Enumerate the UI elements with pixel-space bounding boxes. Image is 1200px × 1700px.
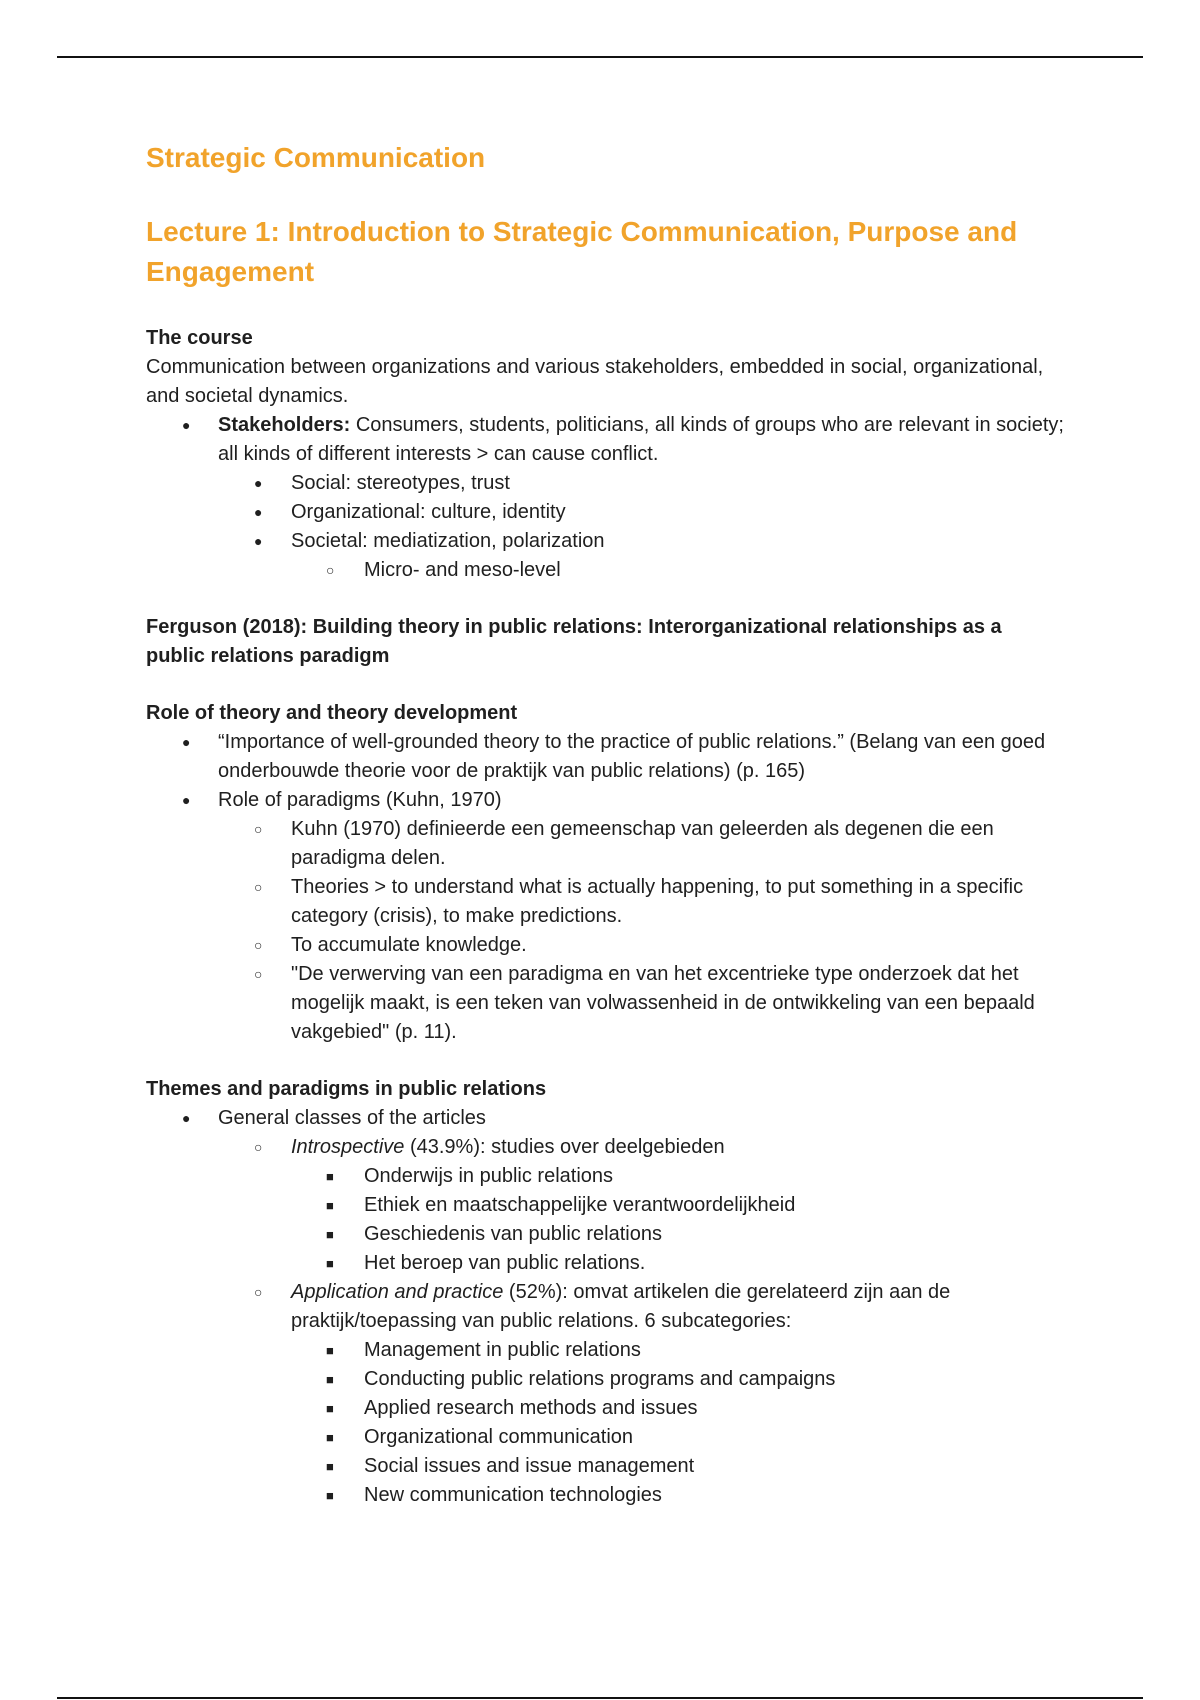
application-label: Application and practice (291, 1281, 504, 1303)
introspective-label: Introspective (291, 1136, 405, 1158)
list-item-text: General classes of the articles (218, 1107, 486, 1129)
bullet-disc-icon (182, 1104, 190, 1133)
list-item-text: Management in public relations (364, 1339, 641, 1361)
list-item-text: Applied research methods and issues (364, 1397, 698, 1419)
role-theory-heading: Role of theory and theory development (146, 702, 518, 724)
themes-list (146, 1104, 1066, 1510)
list-item-text: New communication technologies (364, 1484, 662, 1506)
course-list (146, 411, 1066, 585)
bullet-circle-icon (254, 815, 262, 844)
list-item (146, 1104, 1066, 1133)
course-intro: Communication between organizations and various stakeholders, embedded in social, organizational, and societal dynamics. (146, 356, 1044, 407)
document-title: Strategic Communication (146, 142, 486, 173)
list-item (146, 815, 1066, 873)
list-item (146, 1336, 1066, 1365)
list-item-text: Onderwijs in public relations (364, 1165, 614, 1187)
list-item (146, 1481, 1066, 1510)
list-item-text: Societal: mediatization, polarization (291, 530, 605, 552)
lecture-title: Lecture 1: Introduction to Strategic Communication, Purpose and Engagement (146, 216, 1018, 287)
list-item (146, 1162, 1066, 1191)
list-item (146, 728, 1066, 786)
bottom-rule (57, 1697, 1143, 1699)
bullet-square-icon (326, 1452, 334, 1481)
bullet-square-icon (326, 1394, 334, 1423)
list-item (146, 960, 1066, 1047)
bullet-square-icon (326, 1162, 334, 1191)
list-item-text: Conducting public relations programs and campaigns (364, 1368, 836, 1390)
role-theory-list (146, 728, 1066, 1047)
bullet-square-icon (326, 1220, 334, 1249)
list-item-text: To accumulate knowledge. (291, 934, 527, 956)
list-item (146, 1220, 1066, 1249)
themes-heading: Themes and paradigms in public relations (146, 1078, 547, 1100)
bullet-circle-icon (254, 931, 262, 960)
bullet-square-icon (326, 1336, 334, 1365)
list-item (146, 1191, 1066, 1220)
list-item (146, 1365, 1066, 1394)
bullet-circle-icon (254, 873, 262, 902)
bullet-square-icon (326, 1365, 334, 1394)
list-item-text: Theories > to understand what is actually happening, to put something in a specific category (crisis), to make predictions. (291, 876, 1024, 927)
bullet-disc-icon (254, 527, 262, 556)
bullet-disc-icon (254, 498, 262, 527)
list-item-text: “Importance of well-grounded theory to the practice of public relations.” (Belang van een goed onderbouwde theorie voor de praktijk van public relations) (p. 165) (218, 731, 1046, 782)
list-item (146, 1133, 1066, 1162)
list-item (146, 1249, 1066, 1278)
list-item (146, 411, 1066, 469)
introspective-text: (43.9%): studies over deelgebieden (404, 1136, 725, 1158)
list-item (146, 873, 1066, 931)
list-item-text: Micro- and meso-level (364, 559, 561, 581)
bullet-circle-icon (326, 556, 334, 585)
bullet-disc-icon (182, 411, 190, 440)
bullet-disc-icon (182, 786, 190, 815)
list-item (146, 931, 1066, 960)
stakeholders-text: Consumers, students, politicians, all kinds of groups who are relevant in society; all kinds of different interests > can cause conflict. (218, 414, 1064, 465)
list-item-text: Ethiek en maatschappelijke verantwoordelijkheid (364, 1194, 796, 1216)
document-body (146, 140, 1066, 1510)
list-item-text: Role of paradigms (Kuhn, 1970) (218, 789, 502, 811)
list-item-text: "De verwerving van een paradigma en van het excentrieke type onderzoek dat het mogelijk maakt, is een teken van volwassenheid in de ontwikkeling van een bepaald vakgebied" (p. 11). (291, 963, 1035, 1043)
list-item-text: Organizational communication (364, 1426, 634, 1448)
bullet-square-icon (326, 1191, 334, 1220)
list-item-text: Social issues and issue management (364, 1455, 695, 1477)
top-rule (57, 56, 1143, 58)
course-heading: The course (146, 327, 253, 349)
stakeholders-label: Stakeholders: (218, 414, 351, 436)
list-item (146, 786, 1066, 815)
list-item (146, 1394, 1066, 1423)
bullet-square-icon (326, 1423, 334, 1452)
list-item (146, 1278, 1066, 1336)
list-item-text: Organizational: culture, identity (291, 501, 566, 523)
bullet-square-icon (326, 1249, 334, 1278)
list-item (146, 1423, 1066, 1452)
bullet-circle-icon (254, 1133, 262, 1162)
reference-heading: Ferguson (2018): Building theory in public relations: Interorganizational relationships as a public relations paradigm (146, 616, 1002, 667)
list-item-text: Geschiedenis van public relations (364, 1223, 662, 1245)
list-item (146, 527, 1066, 556)
bullet-square-icon (326, 1481, 334, 1510)
bullet-disc-icon (182, 728, 190, 757)
bullet-disc-icon (254, 469, 262, 498)
list-item (146, 498, 1066, 527)
list-item-text: Het beroep van public relations. (364, 1252, 646, 1274)
list-item-text: Social: stereotypes, trust (291, 472, 510, 494)
list-item (146, 469, 1066, 498)
list-item (146, 1452, 1066, 1481)
bullet-circle-icon (254, 960, 262, 989)
list-item (146, 556, 1066, 585)
list-item-text: Kuhn (1970) definieerde een gemeenschap van geleerden als degenen die een paradigma delen. (291, 818, 994, 869)
bullet-circle-icon (254, 1278, 262, 1307)
application-text: (52%): omvat artikelen die gerelateerd zijn aan de praktijk/toepassing van public relations. 6 subcategories: (291, 1281, 951, 1332)
